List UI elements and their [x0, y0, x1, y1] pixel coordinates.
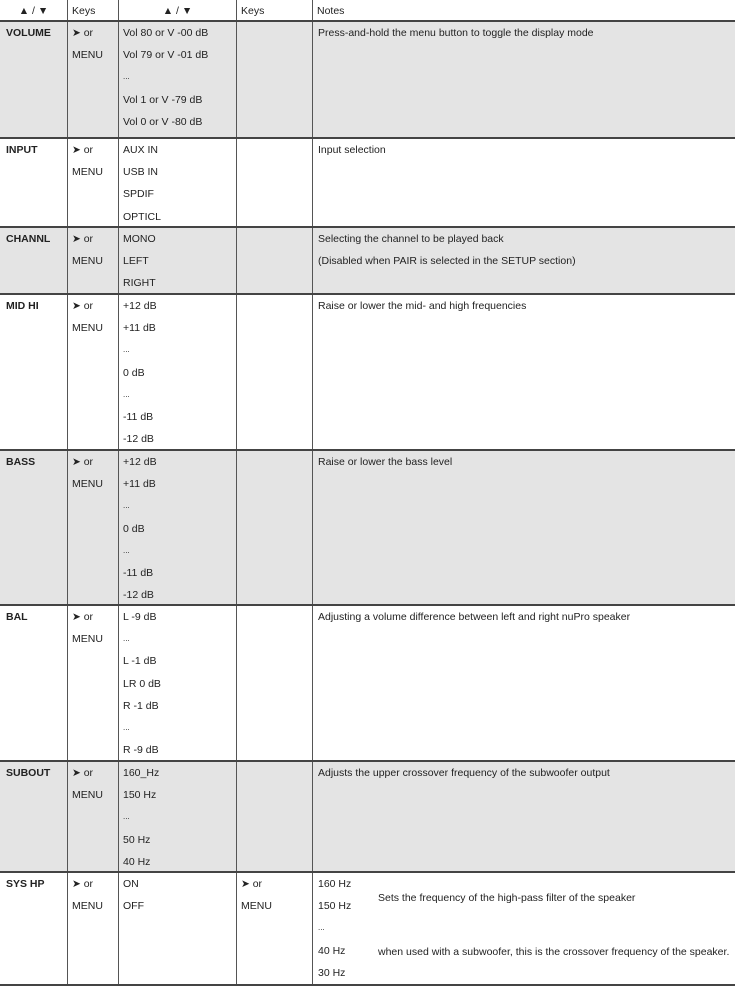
table-row: [0, 762, 735, 873]
value-cell: R -9 dB: [123, 744, 159, 757]
header-keys: Keys: [67, 0, 118, 20]
value-cell: Vol 80 or V -00 dB: [123, 27, 209, 39]
setting-name: CHANNL: [6, 233, 51, 245]
value-cell: 150 Hz: [123, 789, 157, 802]
value-cell: +11 dB: [123, 478, 156, 491]
value-cell: OPTICL: [123, 210, 161, 223]
table-row: [0, 228, 735, 295]
keys-cell: MENU: [241, 900, 272, 913]
value-cell: L -9 dB: [123, 611, 157, 623]
value-cell: -12 dB: [123, 589, 154, 602]
freq-cell: 30 Hz: [318, 966, 346, 979]
value-cell: +12 dB: [123, 456, 157, 468]
setting-name: BAL: [6, 611, 28, 623]
keys-cell: MENU: [72, 49, 103, 62]
value-cell: AUX IN: [123, 144, 159, 156]
keys-cell: ➤ or: [72, 300, 94, 312]
table-header: [0, 0, 735, 22]
freq-cell: 150 Hz: [318, 900, 352, 913]
keys-cell: MENU: [72, 478, 103, 491]
setting-name: SUBOUT: [6, 767, 51, 779]
value-cell: ...: [123, 345, 130, 355]
keys-cell: ➤ or: [72, 878, 94, 890]
keys-cell: ➤ or: [72, 27, 94, 39]
value-cell: ON: [123, 878, 139, 890]
keys-cell: MENU: [72, 166, 103, 179]
value-cell: ...: [123, 545, 130, 555]
table-row: [0, 139, 735, 228]
table-row: [0, 451, 735, 606]
value-cell: LEFT: [123, 255, 149, 268]
table-row: [0, 295, 735, 451]
keys-cell: MENU: [72, 633, 103, 646]
keys-cell: MENU: [72, 789, 103, 802]
value-cell: ...: [123, 389, 130, 399]
value-cell: 40 Hz: [123, 855, 151, 868]
header-arrows-2: ▲ / ▼: [118, 0, 236, 20]
value-cell: Vol 0 or V -80 dB: [123, 115, 203, 128]
value-cell: +11 dB: [123, 322, 156, 335]
value-cell: ...: [123, 722, 130, 732]
value-cell: RIGHT: [123, 277, 156, 290]
keys-cell: MENU: [72, 900, 103, 913]
freq-cell: 160 Hz: [318, 878, 352, 890]
header-keys-2: Keys: [236, 0, 312, 20]
value-cell: L -1 dB: [123, 655, 157, 668]
value-cell: -12 dB: [123, 433, 154, 446]
value-cell: ...: [123, 634, 130, 644]
value-cell: 160_Hz: [123, 767, 160, 779]
value-cell: -11 dB: [123, 410, 154, 423]
keys-cell: ➤ or: [72, 144, 94, 156]
value-cell: SPDIF: [123, 188, 154, 201]
keys-cell: ➤ or: [72, 611, 94, 623]
note-text: Adjusts the upper crossover frequency of the subwoofer output: [318, 767, 610, 779]
keys-cell: ➤ or: [241, 878, 263, 890]
setting-name: VOLUME: [6, 27, 51, 39]
keys-cell: ➤ or: [72, 456, 94, 468]
note-text: Adjusting a volume difference between left and right nuPro speaker: [318, 611, 631, 623]
table-body: [0, 22, 735, 873]
value-cell: Vol 1 or V -79 dB: [123, 93, 203, 106]
setting-name: MID HI: [6, 300, 39, 312]
freq-cell: 40 Hz: [318, 944, 346, 957]
keys-cell: MENU: [72, 255, 103, 268]
value-cell: 0 dB: [123, 522, 145, 535]
header-arrows: ▲ / ▼: [18, 5, 49, 17]
value-cell: ...: [123, 812, 130, 822]
value-cell: 0 dB: [123, 366, 145, 379]
note-text: Sets the frequency of the high-pass filter of the speaker: [378, 892, 636, 904]
value-cell: OFF: [123, 900, 144, 913]
note-text: Raise or lower the mid- and high frequencies: [318, 300, 527, 312]
note-text: Press-and-hold the menu button to toggle the display mode: [318, 27, 594, 39]
value-cell: LR 0 dB: [123, 677, 161, 690]
freq-cell: ...: [318, 923, 325, 933]
value-cell: Vol 79 or V -01 dB: [123, 49, 209, 62]
note-text: when used with a subwoofer, this is the crossover frequency of the speaker.: [378, 946, 730, 958]
setting-name: SYS HP: [6, 878, 45, 890]
setting-name: INPUT: [6, 144, 38, 156]
note-text: Selecting the channel to be played back: [318, 233, 504, 245]
table-row: [0, 606, 735, 762]
note-text: Input selection: [318, 144, 386, 156]
value-cell: R -1 dB: [123, 699, 159, 712]
table-row-sys-hp: [0, 873, 735, 986]
header-notes: Notes: [312, 0, 735, 20]
table-row: [0, 22, 735, 139]
keys-cell: ➤ or: [72, 767, 94, 779]
value-cell: 50 Hz: [123, 833, 151, 846]
value-cell: ...: [123, 72, 130, 82]
note-text: (Disabled when PAIR is selected in the SETUP section): [318, 255, 576, 268]
value-cell: USB IN: [123, 166, 159, 179]
setting-name: BASS: [6, 456, 36, 468]
value-cell: +12 dB: [123, 300, 157, 312]
note-text: Raise or lower the bass level: [318, 456, 453, 468]
keys-cell: ➤ or: [72, 233, 94, 245]
value-cell: ...: [123, 501, 130, 511]
value-cell: MONO: [123, 233, 156, 245]
value-cell: -11 dB: [123, 566, 154, 579]
keys-cell: MENU: [72, 322, 103, 335]
